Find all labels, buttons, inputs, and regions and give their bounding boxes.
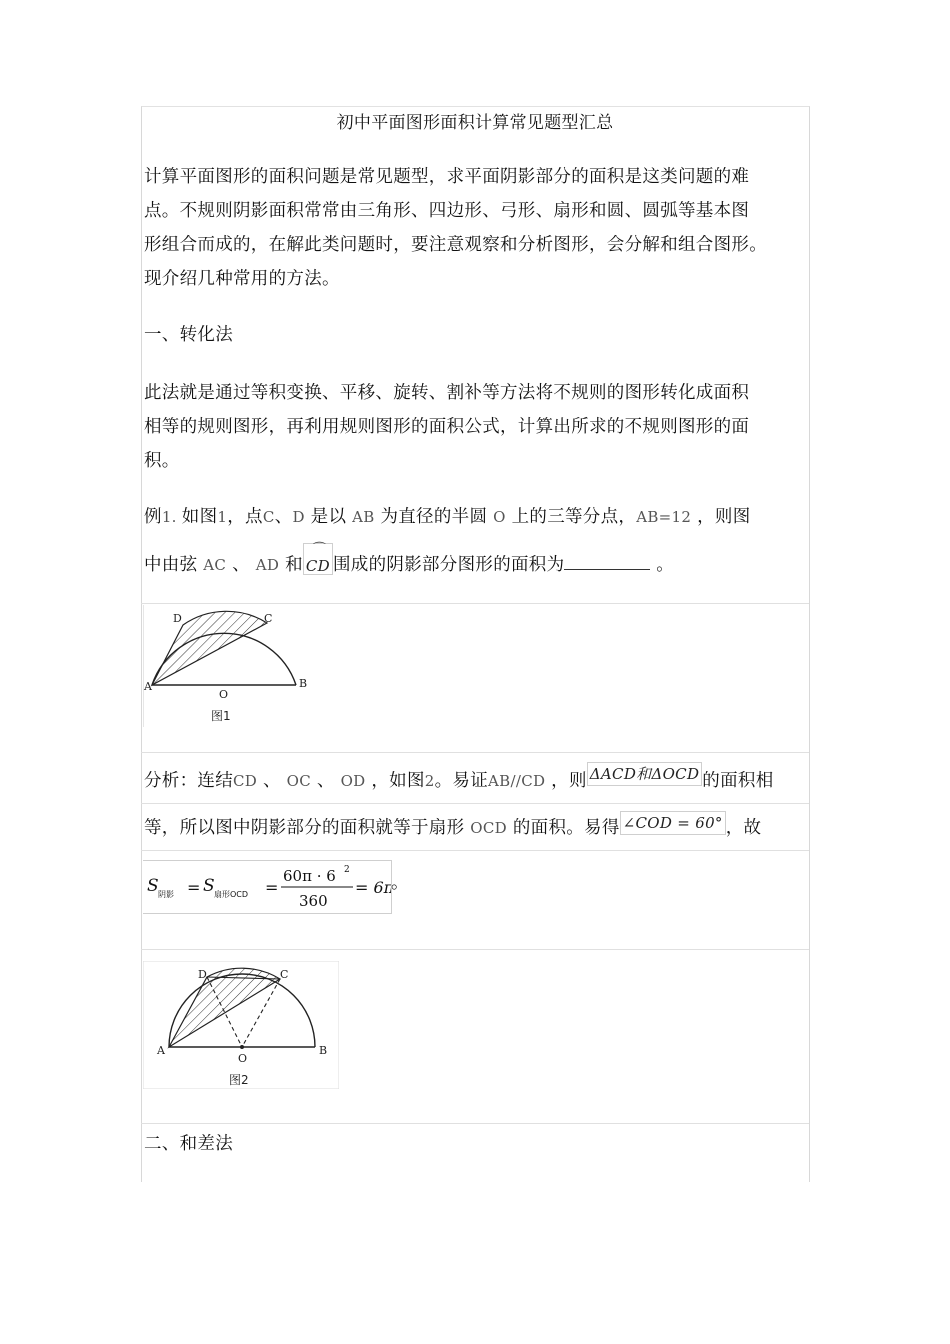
figure-1 (143, 605, 315, 727)
divider (141, 1123, 809, 1124)
text: 等，所以图中阴影部分的面积就等于扇形 (144, 818, 465, 838)
figure-caption: 图2 (229, 1073, 249, 1087)
text: ，则 (545, 771, 587, 791)
label-c: C (264, 612, 273, 625)
text: 、 (274, 507, 293, 527)
analysis-line-2 (144, 811, 761, 845)
label-a: A (157, 1044, 165, 1057)
figure-2 (143, 961, 339, 1089)
formula-period: 。 (391, 873, 409, 893)
triangle-equation: ΔACD和ΔOCD (587, 762, 703, 786)
formula-result: = 6π (355, 878, 391, 897)
text: AC (203, 556, 227, 574)
method-desc-line: 相等的规则图形，再利用规则图形的面积公式，计算出所求的不规则图形的面 (144, 417, 750, 437)
formula-graphic (143, 861, 391, 913)
example-line-2 (144, 542, 675, 582)
text: 的面积。易得 (506, 818, 620, 838)
method-desc-line: 积。 (144, 451, 180, 471)
section-heading: 一、转化法 (144, 325, 233, 345)
intro-line: 计算平面图形的面积问题是常见题型，求平面阴影部分的面积是这类问题的难 (144, 167, 750, 187)
formula-sub1: 阴影 (158, 890, 174, 899)
text: ，点 (227, 507, 263, 527)
divider (141, 603, 809, 604)
semicircle-diagram-2 (143, 961, 339, 1089)
analysis-line-1 (144, 764, 774, 798)
text: 分析：连结 (144, 771, 233, 791)
formula-denominator: 360 (299, 892, 328, 910)
text: O (493, 508, 506, 526)
text: AB=12 (636, 508, 692, 526)
text: 如图 (181, 507, 218, 527)
text: 2 (424, 772, 435, 790)
text: OCD (470, 819, 507, 837)
text: 中由弦 (144, 555, 198, 575)
text: 、 (257, 771, 281, 791)
text: 为直径的半圆 (374, 507, 488, 527)
divider (141, 803, 809, 804)
formula-s1: S (147, 876, 159, 896)
formula-s2: S (203, 876, 215, 896)
text: OD (340, 772, 366, 790)
text: D (292, 508, 305, 526)
formula-exponent: 2 (344, 865, 350, 875)
intro-line: 现介绍几种常用的方法。 (144, 269, 340, 289)
semicircle-diagram (143, 605, 315, 727)
example-line-1 (144, 500, 751, 534)
text: ，则图 (691, 507, 751, 527)
text: 、 (311, 771, 335, 791)
label-b: B (299, 677, 308, 690)
text: C (262, 508, 275, 526)
section-heading: 二、和差法 (144, 1134, 233, 1154)
intro-line: 形组合而成的，在解此类问题时，要注意观察和分析图形，会分解和组合图形。 (144, 235, 767, 255)
formula-sub2: 扇形OCD (214, 890, 249, 899)
answer-blank (564, 549, 650, 570)
svg-text:=: = (265, 878, 279, 897)
label-d: D (173, 612, 182, 625)
text: 上的三等分点， (505, 507, 637, 527)
label-o: O (238, 1052, 248, 1065)
label-d: D (198, 968, 207, 981)
label-c: C (280, 968, 289, 981)
divider (141, 752, 809, 753)
label-o: O (219, 688, 229, 701)
label-a: A (144, 680, 152, 693)
text: 围成的阴影部分图形的面积为 (333, 555, 565, 575)
text: 和 (279, 555, 303, 575)
text: 是以 (304, 507, 347, 527)
page-title: 初中平面图形面积计算常见题型汇总 (336, 113, 614, 133)
text: ，如图 (365, 771, 425, 791)
text: AD (255, 556, 280, 574)
text: 、 (226, 555, 250, 575)
intro-line: 点。不规则阴影面积常常由三角形、四边形、弓形、扇形和圆、圆弧等基本图 (144, 201, 750, 221)
text: OC (286, 772, 312, 790)
text: 1 (217, 508, 228, 526)
text: CD (305, 557, 330, 575)
formula-numerator: 60π · 6 (283, 867, 336, 885)
text: 。 (650, 555, 675, 575)
arc-cd-symbol (303, 543, 333, 575)
text: CD (233, 772, 258, 790)
area-formula (143, 860, 392, 914)
text: 的面积相 (702, 771, 774, 791)
label-b: B (319, 1044, 328, 1057)
divider (141, 850, 809, 851)
text: 1. (161, 508, 182, 526)
text: 例 (144, 507, 162, 527)
text: ，故 (725, 818, 762, 838)
divider (141, 949, 809, 950)
angle-equation: ∠COD = 60° (620, 811, 726, 835)
text: 。易证 (434, 771, 489, 791)
figure-caption: 图1 (211, 709, 231, 723)
text: AB//CD (488, 772, 546, 790)
text: AB (352, 508, 375, 526)
svg-text:=: = (187, 878, 201, 897)
method-desc-line: 此法就是通过等积变换、平移、旋转、割补等方法将不规则的图形转化成面积 (144, 383, 750, 403)
arc-mark-icon: ⌒ (312, 542, 327, 557)
